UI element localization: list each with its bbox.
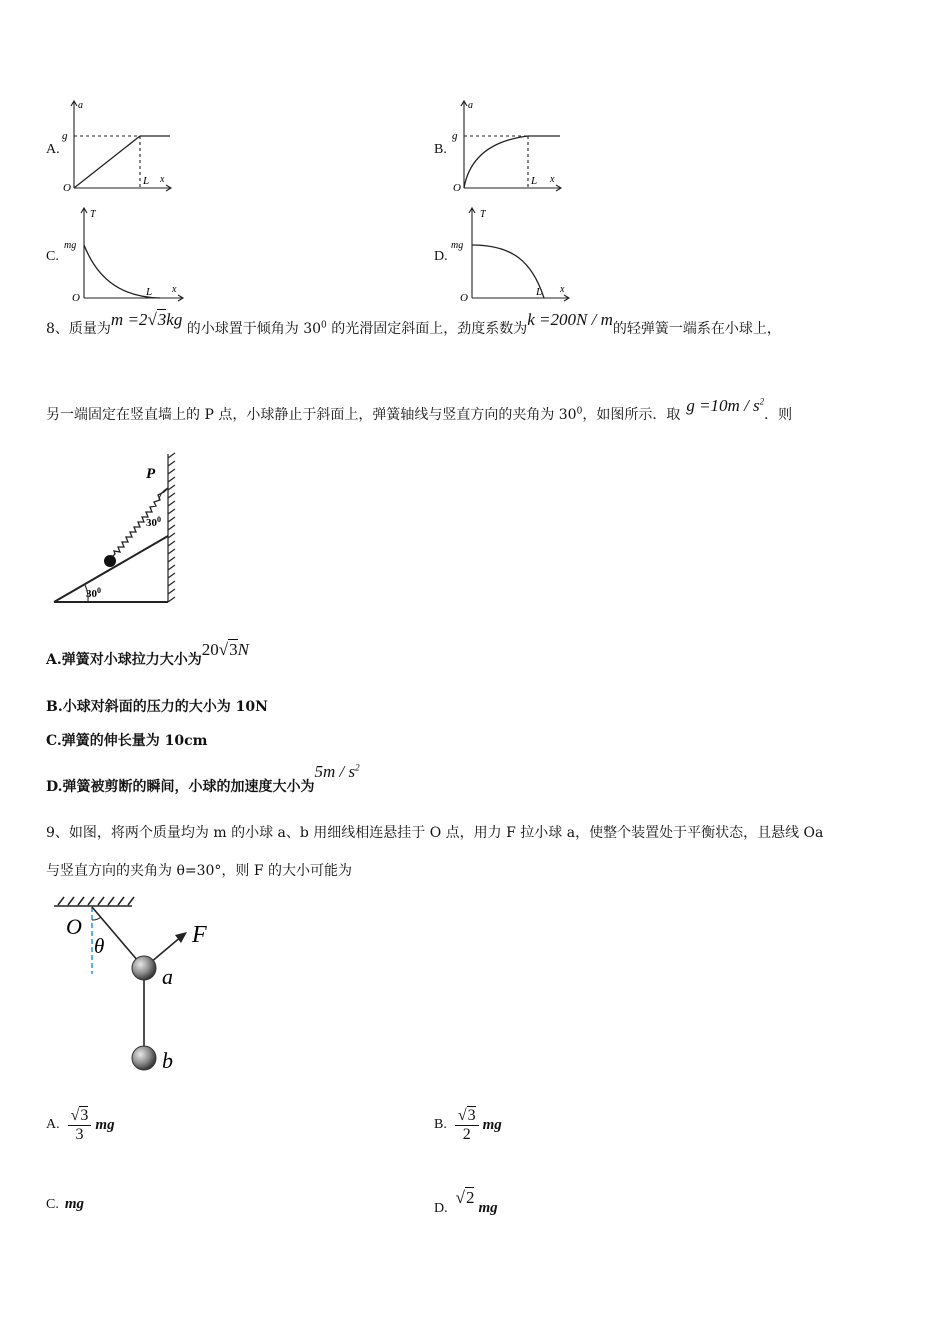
text: 3 (467, 1106, 476, 1124)
force-f-label: F (192, 922, 207, 948)
text: 5m / s (314, 762, 356, 781)
text: 8、质量为 (46, 321, 111, 337)
axis-label: x (550, 174, 555, 185)
option-label: D. (434, 1201, 448, 1216)
axis-label: a (78, 100, 83, 111)
text: =2 (123, 310, 148, 329)
text: 2 (465, 1188, 475, 1207)
q8-option-c: C.弹簧的伸长量为 10cm (46, 733, 208, 749)
tick-label: L (531, 175, 538, 187)
tick-label: mg (451, 240, 464, 251)
text: ，如图所示．取 (582, 407, 681, 423)
sqrt-expression: √2 (455, 1188, 475, 1207)
q9-option-b (434, 1100, 502, 1150)
text: mg (482, 1116, 502, 1133)
q8-option-d (46, 762, 360, 795)
text: 的小球置于倾角为 30 (182, 321, 322, 337)
q9-option-d (434, 1184, 498, 1220)
ball-b-label: b (162, 1048, 173, 1073)
text: 3 (229, 640, 238, 659)
axis-label: T (90, 209, 96, 220)
tick-label: g (62, 130, 68, 142)
text: D.弹簧被剪断的瞬间，小球的加速度大小为 (46, 779, 315, 795)
tick-label: L (536, 286, 543, 298)
axis-label: a (468, 100, 473, 111)
q8-incline-figure (48, 448, 183, 608)
axis-label: T (480, 209, 486, 220)
q8-option-a (46, 640, 249, 668)
text: 2 (355, 762, 360, 773)
text: 2 (462, 1125, 471, 1143)
q8-option-b: B.小球对斜面的压力的大小为 10N (46, 699, 268, 715)
q7-option-b-label: B. (434, 142, 447, 157)
origin-label: O (63, 182, 71, 194)
text: 的光滑固定斜面上，劲度系数为 (326, 321, 528, 337)
q9-option-c (46, 1196, 84, 1213)
tick-label: g (452, 130, 458, 142)
text: 的轻弹簧一端系在小球上， (612, 321, 781, 337)
q7-graph-a (60, 98, 175, 198)
option-label: A. (46, 1117, 60, 1132)
q8-stem-line-1 (46, 310, 781, 338)
q9-pendulum-figure (48, 892, 228, 1082)
theta-label: θ (94, 934, 105, 958)
axis-label: x (560, 284, 565, 295)
text: A.弹簧对小球拉力大小为 (46, 652, 202, 668)
k-expression: k =200N / m (527, 310, 613, 329)
text: 30 (146, 517, 157, 529)
origin-label: O (460, 292, 468, 304)
point-o-label: O (66, 914, 82, 939)
origin-label: O (72, 292, 80, 304)
text: g =10m / s (686, 396, 760, 415)
text: 0 (97, 586, 101, 595)
q9-stem-line-2: 与竖直方向的夹角为 θ=30°，则 F 的大小可能为 (46, 863, 353, 879)
text: mg (95, 1116, 115, 1133)
text: 3 (75, 1125, 84, 1143)
text: 另一端固定在竖直墙上的 P 点，小球静止于斜面上，弹簧轴线与竖直方向的夹角为 30 (46, 407, 577, 423)
tick-label: L (146, 286, 153, 298)
text: kg (166, 310, 183, 329)
text: 30 (86, 588, 97, 600)
q7-graph-c (62, 205, 187, 305)
origin-label: O (453, 182, 461, 194)
mass-expression: m =2√3kg (110, 310, 183, 329)
ball-a-label: a (162, 964, 173, 989)
axis-label: x (160, 174, 165, 185)
angle-label (86, 586, 101, 600)
q9-stem-line-1: 9、如图，将两个质量均为 m 的小球 a、b 用细线相连悬挂于 O 点，用力 F 拉小球 a，使整个装置处于平衡状态，且悬线 Oa (46, 825, 824, 841)
q7-graph-b (450, 98, 565, 198)
angle-label (146, 515, 161, 529)
q7-option-a-label: A. (46, 142, 60, 157)
point-p-label: P (146, 466, 156, 482)
text: 3 (157, 310, 167, 329)
tick-label: L (143, 175, 150, 187)
option-a-expression: 20√3N (201, 640, 249, 659)
axis-label: x (172, 284, 177, 295)
text: N (237, 640, 249, 659)
text: m (110, 310, 124, 329)
q9-option-a (46, 1100, 115, 1150)
q7-option-c-label: C. (46, 249, 59, 264)
text: 0 (321, 320, 327, 331)
tick-label: mg (64, 240, 77, 251)
option-d-expression (315, 762, 360, 781)
text: 20 (201, 640, 219, 659)
q7-graph-d (448, 205, 573, 305)
q7-option-d-label: D. (434, 249, 448, 264)
text: 0 (157, 515, 161, 524)
text: mg (478, 1200, 498, 1216)
text: 0 (576, 406, 583, 417)
option-label: C. (46, 1196, 59, 1212)
text: ．则 (764, 407, 793, 423)
text: 3 (80, 1106, 89, 1124)
q8-stem-line-2 (46, 396, 793, 424)
fraction: $\frac{√3}{3}$ (68, 1107, 92, 1144)
fraction: $\frac{√3}{2}$ (455, 1107, 479, 1144)
g-expression (686, 396, 764, 415)
option-label: B. (434, 1117, 447, 1132)
text: 2 (759, 396, 765, 407)
text: mg (64, 1196, 85, 1212)
